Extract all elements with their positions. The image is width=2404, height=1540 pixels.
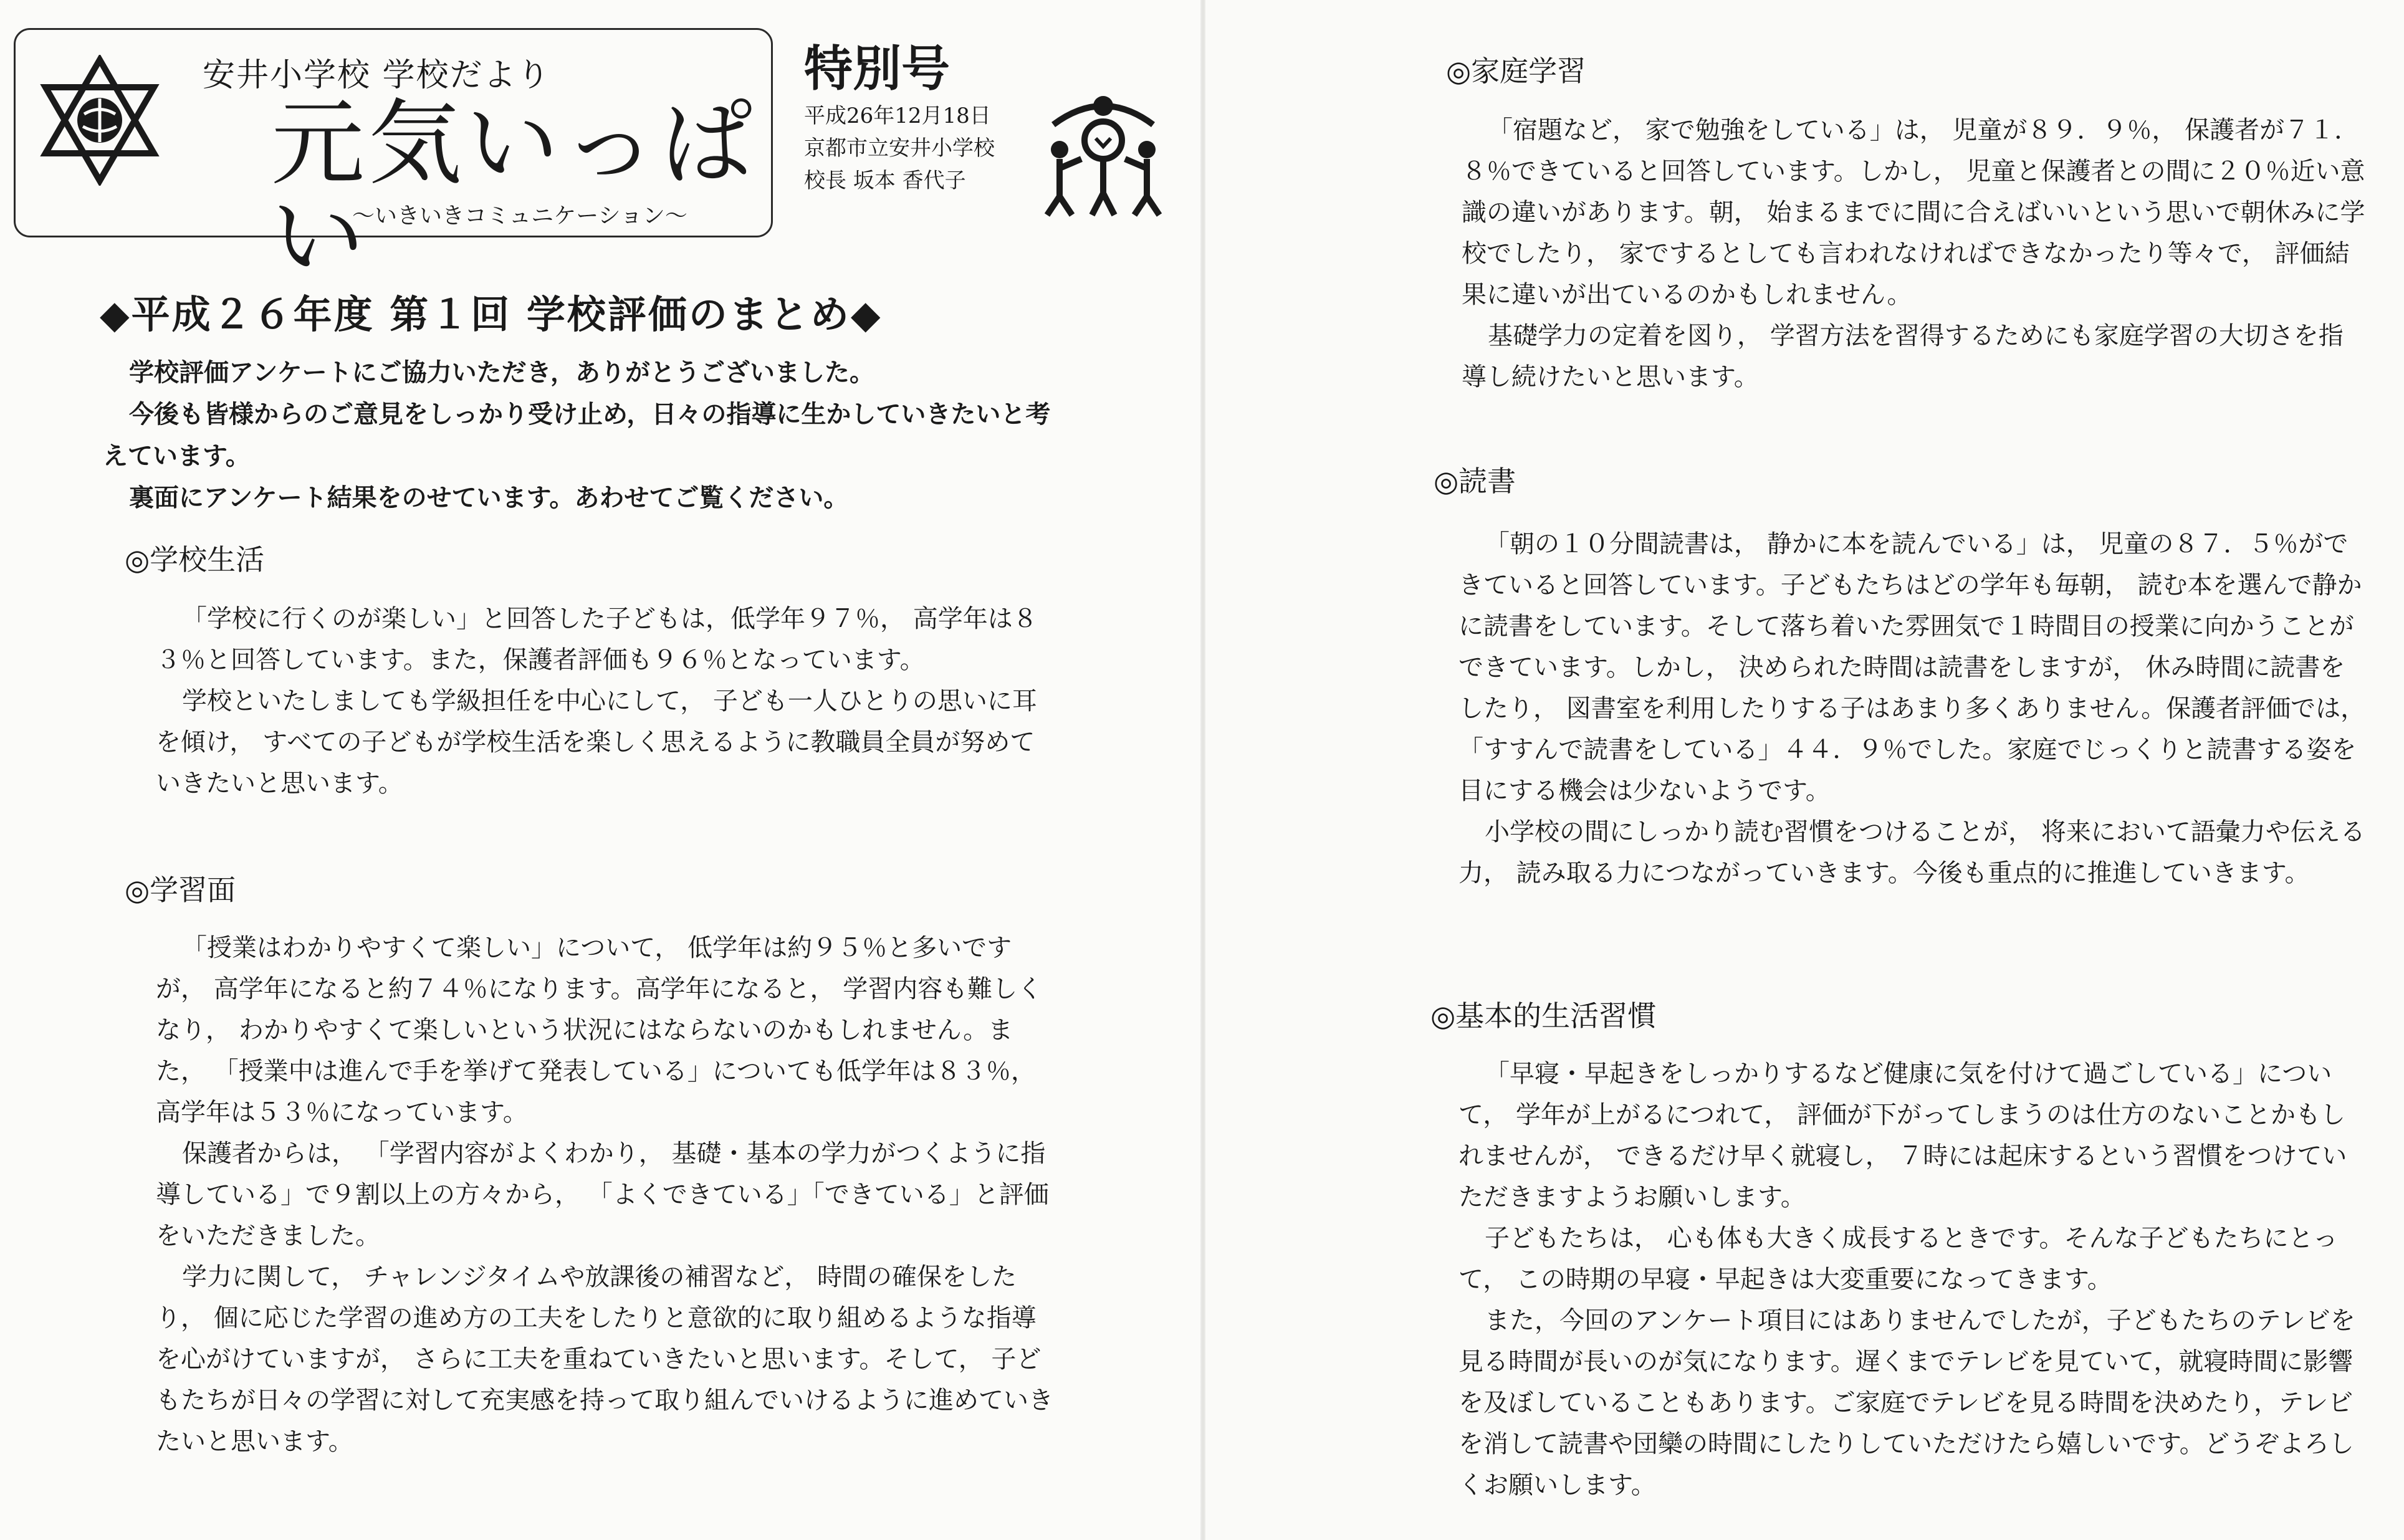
issue-info	[804, 100, 995, 197]
section-heading-school-life: ◎学校生活	[125, 543, 265, 576]
section-heading-learning: ◎学習面	[125, 873, 236, 907]
newsletter-school-line: 安井小学校 学校だより	[203, 57, 551, 94]
intro-line: 学校評価アンケートにご協力いただき，ありがとうございました。	[129, 358, 874, 387]
section-body-habits	[1458, 1053, 2368, 1506]
section-heading-reading: ◎読書	[1434, 464, 1516, 498]
page-fold	[1200, 0, 1205, 1540]
section-body-reading	[1458, 524, 2368, 894]
paragraph: 子どもたちは， 心も体も大きく成長するときです。そんな子どもたちにとって， この時期の早寝・早起きは大変重要になってきます。	[1458, 1224, 2338, 1294]
section-body-learning	[156, 927, 1060, 1462]
section-heading-habits: ◎基本的生活習慣	[1430, 999, 1657, 1033]
intro-paragraphs	[103, 352, 1075, 519]
intro-line: 裏面にアンケート結果をのせています。あわせてご覧ください。	[129, 484, 849, 512]
section-body-home-study	[1462, 110, 2365, 398]
paragraph: 「学校に行くのが楽しい」と回答した子どもは，低学年９７％， 高学年は８３％と回答しています。また，保護者評価も９６％となっています。	[156, 605, 1038, 674]
paragraph: また，今回のアンケート項目にはありませんでしたが，子どもたちのテレビを見る時間が長いのが気になります。遅くまでテレビを見ていて，就寝時間に影響を及ぼしていることもあります。ご家庭でテレビを見る時間を決めたり，テレビを消して読書や団欒の時間にしたりしていただけたら嬉しいです。どうぞよろしくお願いします。	[1458, 1306, 2355, 1499]
paragraph: 学力に関して， チャレンジタイムや放課後の補習など， 時間の確保をしたり， 個に応じた学習の進め方の工夫をしたりと意欲的に取り組めるような指導を心がけていますが， さらに工夫を重ねていきたいと思います。そして， 子どもたちが日々の学習に対して充実感を持って取り組んでいけるように進めていきたいと思います。	[156, 1263, 1053, 1456]
paragraph: 「授業はわかりやすくて楽しい」について， 低学年は約９５％と多いですが， 高学年になると約７４％になります。高学年になると， 学習内容も難しくなり， わかりやすくて楽しいという状況にはならないのかもしれません。また， 「授業中は進んで手を挙げて発表している」についても低学年は８３％， 高学年は５３％になっています。	[156, 934, 1043, 1127]
paragraph: 「宿題など， 家で勉強をしている」は， 児童が８９．９％， 保護者が７１．８％できていると回答しています。しかし， 児童と保護者との間に２０％近い意識の違いがあります。朝， 始まるまでに間に合えばいいという思いで朝休みに学校でしたり， 家でするとしても言われなければできなかったり等々で， 評価結果に違いが出ているのかもしれません。	[1462, 116, 2365, 309]
section-heading-home-study: ◎家庭学習	[1446, 54, 1586, 88]
intro-line: 今後も皆様からのご意見をしっかり受け止め，日々の指導に生かしていきたいと考えています。	[103, 400, 1051, 471]
issue-date: 平成26年12月18日	[804, 103, 991, 128]
paragraph: 保護者からは， 「学習内容がよくわかり， 基礎・基本の学力がつくように指導している」で９割以上の方々から， 「よくできている」「できている」と評価をいただきました。	[156, 1139, 1049, 1250]
paragraph: 基礎学力の定着を図り， 学習方法を習得するためにも家庭学習の大切さを指導し続けたいと思います。	[1462, 322, 2344, 391]
issuing-school: 京都市立安井小学校	[804, 136, 995, 161]
paragraph: 「早寝・早起きをしっかりするなど健康に気を付けて過ごしている」について， 学年が上がるにつれて， 評価が下がってしまうのは仕方のないことかもしれませんが， できるだけ早く就寝し， ７時には起床するという習慣をつけていただきますようお願いします。	[1458, 1059, 2347, 1212]
paragraph: 「朝の１０分間読書は， 静かに本を読んでいる」は， 児童の８７．５％ができていると回答しています。子どもたちはどの学年も毎朝， 読む本を選んで静かに読書をしています。そして落ち着いた雰囲気で１時間目の授業に向かうことができています。しかし， 決められた時間は読書をしますが， 休み時間に読書をしたり， 図書室を利用したりする子はあまり多くありません。保護者評価では， 「すすんで読書をしている」４４．９％でした。家庭でじっくりと読書する姿を目にする機会は少ないようです。	[1458, 530, 2366, 805]
masthead-box	[14, 28, 773, 292]
principal-name: 校長 坂本 香代子	[804, 168, 966, 193]
section-body-school-life	[156, 598, 1060, 804]
newsletter-subtitle: 〜いきいきコミュニケーション〜	[352, 203, 687, 229]
family-mascot-icon	[1035, 81, 1172, 218]
paragraph: 小学校の間にしっかり読む習慣をつけることが， 将来において語彙力や伝える力， 読み取る力につながっていきます。今後も重点的に推進していきます。	[1458, 818, 2365, 887]
newsletter-title: 元気いっぱい	[271, 90, 758, 292]
article-title: ◆平成２６年度 第１回 学校評価のまとめ◆	[100, 292, 883, 337]
school-emblem-icon	[34, 55, 165, 186]
paragraph: 学校といたしましても学級担任を中心にして， 子ども一人ひとりの思いに耳を傾け， すべての子どもが学校生活を楽しく思えるように教職員全員が努めていきたいと思います。	[156, 687, 1037, 798]
issue-label: 特別号	[804, 41, 951, 97]
